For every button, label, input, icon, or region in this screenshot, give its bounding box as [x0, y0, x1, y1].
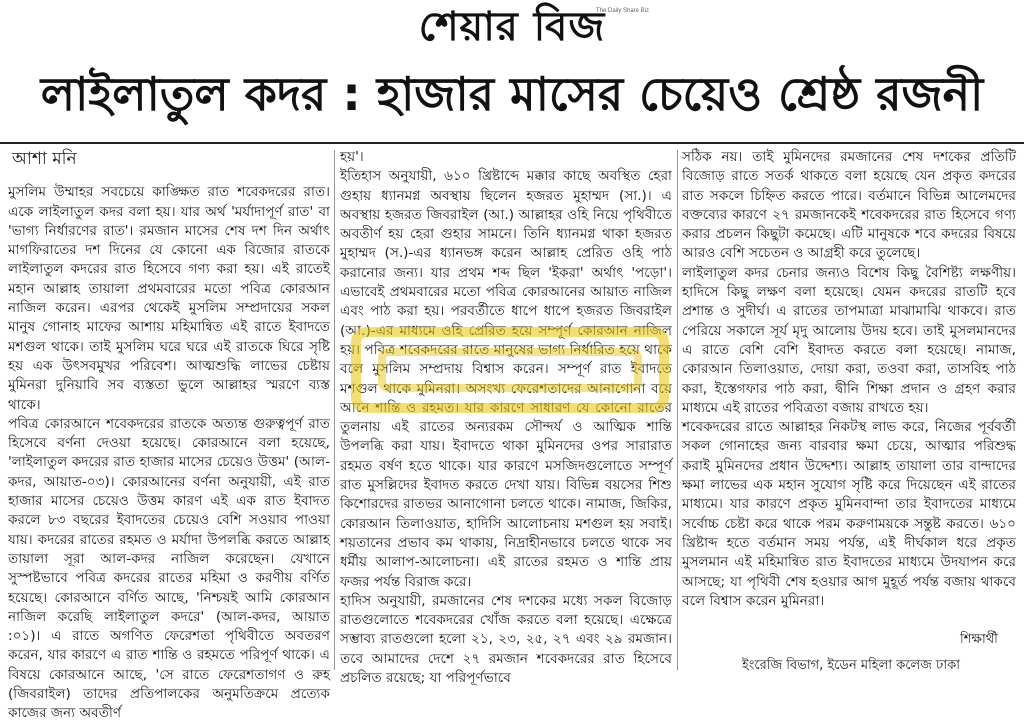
article-headline: লাইলাতুল কদর : হাজার মাসের চেয়েও শ্রেষ্ঠ রজনী [40, 67, 984, 121]
column-divider [677, 150, 678, 670]
paragraph: পবিত্র কোরআনে শবেকদরের রাতকে অত্যন্ত গুরুত্বপূর্ণ রাত হিসেবে বর্ণনা দেওয়া হয়েছে। কোরআনে বলা হয়েছে, 'লাইলাতুল কদরের রাত হাজার মাসের চেয়েও উত্তম' (আল-কদর, আয়াত-০৩)। কোরআনের বর্ণনা অনুযায়ী, এই রাত হাজার মাসের চেয়েও উত্তম কারণ এই এক রাত ইবাদত করলে ৮৩ বছরের ইবাদতের চেয়েও বেশি সওয়াব পাওয়া যায়। কদরের রাতের রহমত ও মর্যাদা উপলব্ধি করতে আল্লাহ তায়ালা সূরা আল-কদর নাজিল করেছেন। যেখানে সুস্পষ্টভাবে পবিত্র কদরের রাতের মহিমা ও করণীয় বর্ণিত হয়েছে। কোরআনে বর্ণিত আছে, 'নিশ্চয়ই আমি কোরআন নাজিল করেছি লাইলাতুল কদরে' (আল-কদর, আয়াত :০১)। এ রাতে অগণিত ফেরেশতা পৃথিবীতে অবতরণ করেন, যার কারণে এ রাত শান্তি ও রহমতে পরিপূর্ণ থাকে। এ বিষয়ে কোরআনে আছে, 'সে রাতে ফেরেশতাগণ ও রুহ (জিবরাইল) তাদের প্রতিপালকের অনুমতিক্রমে প্রত্যেক কাজের জন্য অবতীর্ণ [8, 415, 330, 722]
masthead-subtitle: The Daily Share Biz [596, 8, 650, 14]
masthead-logo: শেয়ার বিজ [418, 2, 606, 50]
article-column-3 [682, 148, 1016, 678]
byline: আশা মনি [12, 149, 77, 169]
headline-rule [0, 142, 1024, 144]
paragraph: হয়'। [340, 149, 364, 165]
article-column-1 [8, 148, 330, 722]
paragraph: লাইলাতুল কদর চেনার জন্যও বিশেষ কিছু বৈশিষ্ট্য লক্ষণীয়। হাদিসে কিছু লক্ষণ বলা হয়েছে। যেমন কদরের রাতটি হবে প্রশান্ত ও সুদীর্ঘ। এ রাতের তাপমাত্রা মাঝামাঝি থাকবে। রাত পেরিয়ে সকালে সূর্য মৃদু আলোয় উদয় হবে। তাই মুসলমানদের এ রাতে বেশি বেশি ইবাদত করতে বলা হয়েছে। নামাজ, কোরআন তিলাওয়াত, দোয়া করা, তওবা করা, তাসবিহ পাঠ করা, ইস্তেগফার পাঠ করা, দ্বীনি শিক্ষা প্রদান ও গ্রহণ করার মাধ্যমে এই রাতের পবিত্রতা বজায় রাখতে হয়। [682, 264, 1016, 416]
column-divider [334, 150, 335, 670]
author-institution: ইংরেজি বিভাগ, ইডেন মহিলা কলেজ ঢাকা [742, 658, 960, 673]
paragraph: শবেকদরের রাতে আল্লাহর নিকটস্থ লাভ করে, নিজের পূর্ববর্তী সকল গোনাহের জন্য বারবার ক্ষমা চেয়ে, আত্মার পরিশুদ্ধ করাই মুমিনদের প্রধান উদ্দেশ্য। আল্লাহ তায়ালা তার বান্দাদের ক্ষমা লাভের এক মহান সুযোগ সৃষ্টি করে দিয়েছেন এই রাতের মাধ্যমে। যার কারণে প্রকৃত মুমিনবান্দা তার ইবাদতের মাধ্যমে সর্বোচ্চ চেষ্টা করে থাকে পরম করুণাময়কে সন্তুষ্ট করতে। ৬১০ খ্রিষ্টাব্দ হতে বর্তমান সময় পর্যন্ত, এই দীর্ঘকাল ধরে প্রকৃত মুসলমান এই মহিমান্বিত রাত ইবাদতের মাধ্যমে উদযাপন করে আসছে; যা পৃথিবী শেষ হওয়ার আগ মুহূর্ত পর্যন্ত বজায় থাকবে বলে বিশ্বাস করেন মুমিনরা। [682, 419, 1016, 609]
paragraph: হাদিস অনুযায়ী, রমজানের শেষ দশকের মধ্যে সকল বিজোড় রাতগুলোতে শবেকদরের খোঁজ করতে বলা হয়েছে। এক্ষেত্রে সম্ভাব্য রাতগুলো হলো ২১, ২৩, ২৫, ২৭ এবং ২৯ রমজান। তবে আমাদের দেশে ২৭ রমজান শবেকদরের রাত হিসেবে প্রচলিত রয়েছে; যা পরিপূর্ণভাবে [340, 592, 672, 687]
paragraph: ইতিহাস অনুযায়ী, ৬১০ খ্রিষ্টাব্দে মক্কার কাছে অবস্থিত হেরা গুহায় ধ্যানমগ্ন অবস্থায় ছিলেন হজরত মুহাম্মদ (সা.)। এ অবস্থায় হজরত জিবরাইল (আ.) আল্লাহর ওহি নিয়ে পৃথিবীতে অবতীর্ণ হয় হেরা গুহার সামনে। তিনি ধ্যানমগ্ন থাকা হজরত মুহাম্মদ (স.)-এর ধ্যানভঙ্গ করেন আল্লাহ প্রেরিত ওহি পাঠ করানোর জন্য। যার প্রথম শব্দ ছিল 'ইকরা' অর্থাৎ 'পড়ো'। এভাবেই প্রথমবারের মতো পবিত্র কোরআনের আয়াত নাজিল এবং পাঠ করা হয়। পরবর্তীতে ধাপে ধাপে হজরত জিবরাইল (আ.)-এর মাধ্যমে ওহি প্রেরিত হয়ে সম্পূর্ণ কোরআন নাজিল হয়। পবিত্র শবেকদরের রাতে মানুষের ভাগ্য নির্ধারিত হয়ে থাকে বলে মুসলিম সম্প্রদায় বিশ্বাস করেন। সম্পূর্ণ রাত ইবাদতে মশগুল থাকে মুমিনরা। অসংখ্য ফেরেশতাদের আনাগোনা বয়ে আনে শান্তি ও রহমত। যার কারণে সাধারণ যে কোনো রাতের তুলনায় এই রাতের অন্যরকম সৌন্দর্য ও আত্মিক শান্তি উপলব্ধি করা যায়। ইবাদতে থাকা মুমিনদের ওপর সারারাত রহমত বর্ষণ হতে থাকে। যার কারণে মসজিদগুলোতে সম্পূর্ণ রাত মুসল্লিদের ইবাদত করতে দেখা যায়। বিভিন্ন বয়সের শিশু কিশোরদের রাতভর আনাগোনা চলতে থাকে। নামাজ, জিকির, কোরআন তিলাওয়াত, হাদিসি আলোচনায় মশগুল হয় সবাই। শয়তানের প্রভাব কম থাকায়, নিদ্রাহীনভাবে চলতে থাকে সব ধর্মীয় আলাপ-আলোচনা। এই রাতের রহমত ও শান্তি প্রায় ফজর পর্যন্ত বিরাজ করে। [340, 168, 672, 590]
article-column-2 [340, 148, 672, 687]
paragraph: মুসলিম উম্মাহর সবচেয়ে কাঙ্ক্ষিত রাত শবেকদরের রাত। একে লাইলাতুল কদর বলা হয়। যার অর্থ 'মর্যাদাপূর্ণ রাত' বা 'ভাগ্য নির্ধারণের রাত'। রমজান মাসের শেষ দশ দিন অর্থাৎ মাগফিরাতের দশ দিনের যে কোনো এক বিজোর রাতকে লাইলাতুল কদরের রাত হিসেবে গণ্য করা হয়। এই রাতেই মহান আল্লাহ তায়ালা প্রথমবারের মতো পবিত্র কোরআন নাজিল করেন। এরপর থেকেই মুসলিম সম্প্রদায়ের সকল মানুষ গোনাহ মাফের আশায় মহিমান্বিত এই রাতে ইবাদতে মশগুল থাকে। তাই মুসলিম ঘরে ঘরে এই রাতকে ঘিরে সৃষ্টি হয় এক উৎসবমুখর পরিবেশ। আত্মশুদ্ধি লাভের চেষ্টায় মুমিনরা দুনিয়াবি সব ব্যস্ততা ভুলে আল্লাহর স্মরণে ব্যস্ত থাকে। [8, 184, 330, 413]
masthead [0, 0, 1024, 56]
author-role: শিক্ষার্থী [960, 632, 998, 647]
paragraph: সঠিক নয়। তাই মুমিনদের রমজানের শেষ দশকের প্রতিটি বিজোড় রাতে সতর্ক থাকতে বলা হয়েছে যেন প্রকৃত কদরের রাত সকলে চিহ্নিত করতে পারে। বর্তমানে বিভিন্ন আলেমদের বক্তব্যের কারণে ২৭ রমজানকেই শবেকদরের রাত হিসেবে গণ্য করার প্রচলন কিছুটা কমেছে। এটি মানুষকে শবে কদরের বিষয়ে আরও বেশি সচেতন ও আগ্রহী করে তুলেছে। [682, 149, 1016, 262]
